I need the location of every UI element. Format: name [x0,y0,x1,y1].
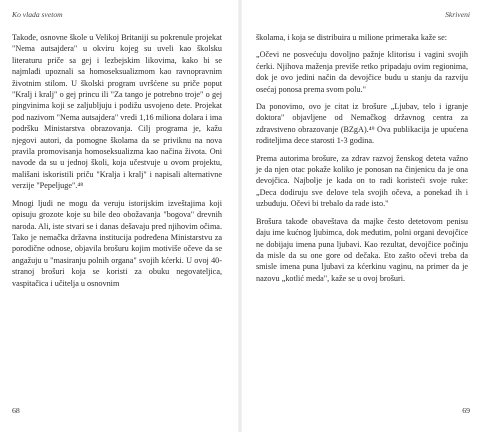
left-page [0,0,236,432]
running-head-right: Skriveni [445,10,470,19]
right-page [244,0,480,432]
quote-paragraph: „Očevi ne posvećuju dovoljno pažnje klitorisu i vagini svojih ćerki. Njihova maženja previše retko pripadaju ovim regionima, dok je ovo jedini način da devojčice budu u stanju da razviju osećaj ponosa prema svom polu." [256,50,468,94]
paragraph: školama, i koja se distribuira u milione primeraka kaže se: [256,33,447,42]
book-gutter [238,0,242,432]
running-head-left: Ko vlada svetom [12,10,63,19]
paragraph: Takođe, osnovne škole u Velikoj Britaniji su pokrenule projekat "Nema autsajdera" u okviru kojeg su uveli kao školsku literaturu priče sa gej i lezbejskim likovima, kako bi se najmlađi upoznali sa homoseksualizmom kao ravnopravnim životnim stilom. U školski program uvršćene su priče poput "Kralj i kralj" o gej princu ili "Za tango je potrebno troje" o gej pingvinima koji se zaljubljuju i podižu usvojeno dete. Projekat pod nazivom "Nema autsajdera" vredi 1,16 miliona dolara i ima podršku Ministarstva obrazovanja. Cilj programa je, kažu njegovi autori, da pomogne školama da se priviknu na nova pravila promovisanja homoseksualizma kao načina života. Oni navode da su u jednoj školi, koja učestvuje u ovom projektu, mališani iskoristili priču "Kralja i kralj" i napisali alternativne verzije "Pepeljuge".⁴⁸ [12,33,222,191]
paragraph: Da ponovimo, ovo je citat iz brošure „Ljubav, telo i igranje doktora" objavljene od Nemačkog državnog centra za zdravstveno obrazovanje (BZgA).⁴⁹ Ova publikacija je upućena roditeljima dece starosti 1-3 godina. [256,102,468,146]
page-number-left: 68 [12,406,20,415]
page-number-right: 69 [462,406,470,415]
left-page-body [12,32,222,295]
paragraph: Brošura takođe obaveštava da majke često detetovom penisu daju ime kućnog ljubimca, dok međutim, polni organi devojčice ne dobijaju imena puna ljubavi. Kao rezultat, devojčice počinju da misle da su one gore od dečaka. Eto zašto očevi treba da smisle imena puna ljubavi za kćerkinu vaginu, na primer da je nazovu „kotlić meda", kaže se u ovoj brošuri. [256,216,468,283]
right-page-body [256,32,468,290]
paragraph: Mnogi ljudi ne mogu da veruju istorijskim izveštajima koji opisuju grozote koje su bile deo obožavanja "bogova" drevnih naroda. Ali, iste stvari se i danas dešavaju pred njihovim očima. Tako je nemačka državna institucija podređena Ministarstvu za porodične odnose, objavila brošuru kojim motiviše očeve da se angažuju u "masiranju polnih organa" svojih kćerki. U ovoj 40-stranoj brošuri koja se koristi za obuku negovateljica, vaspitačica i učitelja u osnovnim [12,198,222,288]
paragraph: Prema autorima brošure, za zdrav razvoj ženskog deteta važno je da njen otac pokaže koliko je ponosan na činjenicu da je ona devojčica. Najbolje je kada on to radi koristeći svoje ruke: „Deca dodiruju sve delove tela svojih očeva, a ponekad ih i uzbuđuju. Očevi bi trebalo da rade isto." [256,153,468,209]
